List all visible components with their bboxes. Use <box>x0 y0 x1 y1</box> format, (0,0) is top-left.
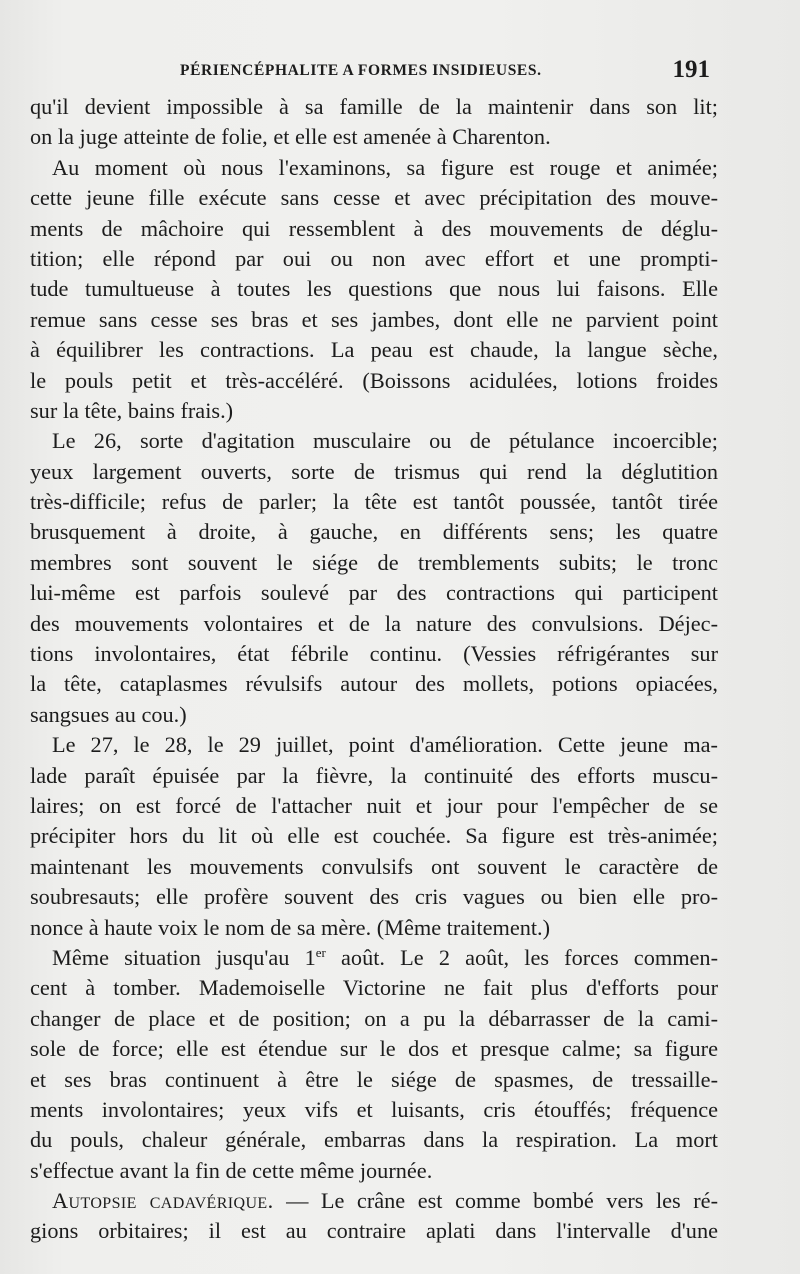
text-line: membres sont souvent le siége de tremblements subits; le tronc <box>30 549 718 575</box>
text-line: remue sans cesse ses bras et ses jambes, dont elle ne parvient point <box>30 306 718 332</box>
body-text <box>30 92 718 1247</box>
text-line: du pouls, chaleur générale, embarras dans la respiration. La mort <box>30 1127 718 1153</box>
text-line: maintenant les mouvements convulsifs ont souvent le caractère de <box>30 853 718 879</box>
text-line: des mouvements volontaires et de la nature des convulsions. Déjec- <box>30 610 718 636</box>
text-line: brusquement à droite, à gauche, en différents sens; les quatre <box>30 519 718 545</box>
text-line: nonce à haute voix le nom de sa mère. (Même traitement.) <box>30 914 551 940</box>
text-segment: août. Le 2 août, les forces commen- <box>325 944 719 970</box>
text-line: tition; elle répond par oui ou non avec effort et une prompti- <box>30 245 718 271</box>
text-line: qu'il devient impossible à sa famille de la maintenir dans son lit; <box>30 94 718 119</box>
text-line: à équilibrer les contractions. La peau est chaude, la langue sèche, <box>30 337 718 363</box>
text-line: s'effectue avant la fin de cette même journée. <box>30 1157 433 1183</box>
text-line: Le 27, le 28, le 29 juillet, point d'amélioration. Cette jeune ma- <box>52 732 718 758</box>
text-line <box>30 1186 718 1216</box>
page-number: 191 <box>672 56 710 83</box>
text-line: lade paraît épuisée par la fièvre, la continuité des efforts muscu- <box>30 762 718 788</box>
text-line: cent à tomber. Mademoiselle Victorine ne fait plus d'efforts pour <box>30 975 718 1001</box>
text-line: soubresauts; elle profère souvent des cris vagues ou bien elle pro- <box>30 884 718 910</box>
running-title: PÉRIENCÉPHALITE A FORMES INSIDIEUSES. <box>180 62 542 79</box>
text-line: sur la tête, bains frais.) <box>30 397 234 423</box>
page-header <box>30 56 714 90</box>
text-line: le pouls petit et très-accéléré. (Boissons acidulées, lotions froides <box>30 367 718 393</box>
text-line: ments involontaires; yeux vifs et luisants, cris étouffés; fréquence <box>30 1096 718 1122</box>
text-line: et ses bras continuent à être le siége de spasmes, de tressaille- <box>30 1066 718 1092</box>
text-line: laires; on est forcé de l'attacher nuit et jour pour l'empêcher de se <box>30 792 718 818</box>
ordinal-superscript: er <box>315 944 326 960</box>
text-line: on la juge atteinte de folie, et elle est amenée à Charenton. <box>30 124 551 150</box>
text-line <box>30 943 718 973</box>
text-line: cette jeune fille exécute sans cesse et avec précipitation des mouve- <box>30 185 718 211</box>
text-segment: Même situation jusqu'au 1 <box>52 944 316 970</box>
text-line: la tête, cataplasmes révulsifs autour des mollets, potions opiacées, <box>30 671 718 697</box>
text-line: précipiter hors du lit où elle est couchée. Sa figure est très-animée; <box>30 823 718 849</box>
text-line: lui-même est parfois soulevé par des contractions qui participent <box>30 580 718 606</box>
text-line: très-difficile; refus de parler; la tête est tantôt poussée, tantôt tirée <box>30 489 718 515</box>
text-line: sangsues au cou.) <box>30 701 187 727</box>
text-line: gions orbitaires; il est au contraire aplati dans l'intervalle d'une <box>30 1218 718 1244</box>
text-line: tude tumultueuse à toutes les questions que nous lui faisons. Elle <box>30 276 718 302</box>
text-line: Au moment où nous l'examinons, sa figure est rouge et animée; <box>52 154 718 180</box>
text-segment: — Le crâne est comme bombé vers les ré- <box>273 1188 718 1214</box>
text-line: Le 26, sorte d'agitation musculaire ou de pétulance incoercible; <box>52 428 718 454</box>
text-line: yeux largement ouverts, sorte de trismus qui rend la déglutition <box>30 458 718 484</box>
text-line: tions involontaires, état fébrile continu. (Vessies réfrigérantes sur <box>30 641 718 667</box>
section-heading: Autopsie cadavérique. <box>52 1188 274 1214</box>
text-line: sole de force; elle est étendue sur le dos et presque calme; sa figure <box>30 1036 718 1062</box>
text-line: ments de mâchoire qui ressemblent à des mouvements de déglu- <box>30 215 718 241</box>
text-line: changer de place et de position; on a pu la débarrasser de la cami- <box>30 1005 718 1031</box>
